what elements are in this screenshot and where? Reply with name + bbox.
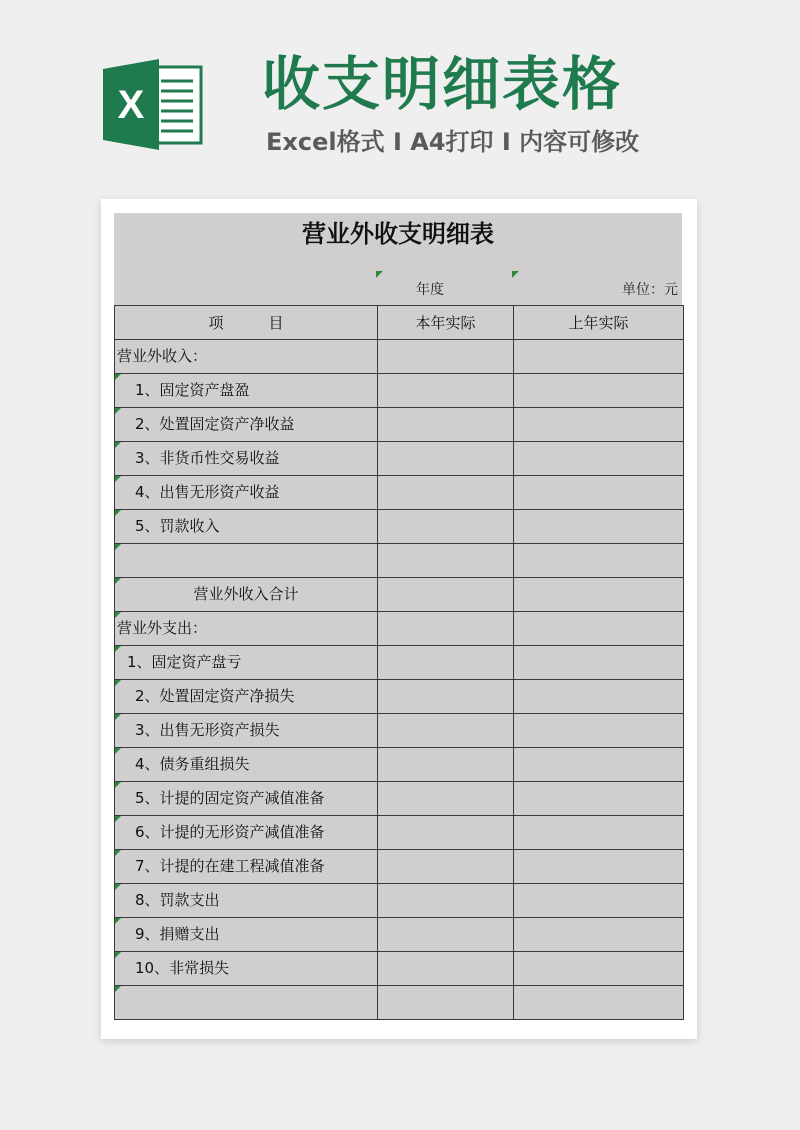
prior-year-cell[interactable] [514,374,684,408]
item-label: 3、非货币性交易收益 [135,449,280,467]
comment-marker-icon [115,646,121,652]
current-year-cell[interactable] [378,680,514,714]
item-label: 5、计提的固定资产减值准备 [135,789,325,807]
current-year-cell[interactable] [378,646,514,680]
item-cell[interactable] [115,578,378,612]
item-label: 2、处置固定资产净损失 [135,687,295,705]
prior-year-cell[interactable] [514,408,684,442]
current-year-cell[interactable] [378,816,514,850]
item-label: 3、出售无形资产损失 [135,721,280,739]
table-row [115,408,684,442]
header-current-year[interactable]: 本年实际 [378,306,514,340]
table-row [115,714,684,748]
document-page [101,199,697,1039]
current-year-cell[interactable] [378,408,514,442]
current-year-cell[interactable] [378,374,514,408]
item-label: 1、固定资产盘亏 [127,653,242,671]
item-label: 9、捐赠支出 [135,925,220,943]
prior-year-cell[interactable] [514,544,684,578]
prior-year-cell[interactable] [514,578,684,612]
prior-year-cell[interactable] [514,680,684,714]
item-label: 营业外收入： [117,347,208,365]
prior-year-cell[interactable] [514,884,684,918]
item-cell[interactable] [115,850,378,884]
item-label: 2、处置固定资产净收益 [135,415,295,433]
item-label: 5、罚款收入 [135,517,220,535]
item-cell[interactable] [115,952,378,986]
item-cell[interactable] [115,782,378,816]
banner [0,0,800,200]
item-label: 8、罚款支出 [135,891,220,909]
table-row [115,952,684,986]
table-row [115,612,684,646]
table-row [115,782,684,816]
prior-year-cell[interactable] [514,952,684,986]
current-year-cell[interactable] [378,510,514,544]
table-row [115,340,684,374]
item-cell[interactable] [115,816,378,850]
comment-marker-icon [115,884,121,890]
prior-year-cell[interactable] [514,612,684,646]
item-cell[interactable] [115,986,378,1020]
item-label: 6、计提的无形资产减值准备 [135,823,325,841]
comment-marker-icon [115,442,121,448]
item-label: 4、债务重组损失 [135,755,250,773]
current-year-cell[interactable] [378,714,514,748]
item-cell[interactable] [115,646,378,680]
comment-marker-icon [115,918,121,924]
current-year-cell[interactable] [378,782,514,816]
table-row [115,374,684,408]
statement-table [114,305,684,1020]
item-label: 10、非常损失 [135,959,230,977]
current-year-cell[interactable] [378,952,514,986]
sheet-title[interactable]: 营业外收支明细表 [302,220,494,248]
item-cell[interactable] [115,340,378,374]
item-cell[interactable] [115,374,378,408]
current-year-cell[interactable] [378,442,514,476]
item-label: 营业外支出： [117,619,208,637]
comment-marker-icon [115,612,121,618]
table-row [115,986,684,1020]
current-year-cell[interactable] [378,884,514,918]
table-row [115,476,684,510]
item-cell[interactable] [115,918,378,952]
current-year-cell[interactable] [378,748,514,782]
item-cell[interactable] [115,476,378,510]
table-row [115,680,684,714]
item-cell[interactable] [115,680,378,714]
comment-marker-icon [115,952,121,958]
item-cell[interactable] [115,544,378,578]
table-row [115,646,684,680]
prior-year-cell[interactable] [514,510,684,544]
unit-label[interactable]: 单位：元 [622,282,678,298]
table-row [115,578,684,612]
comment-marker-icon [115,782,121,788]
current-year-cell[interactable] [378,340,514,374]
table-row [115,544,684,578]
comment-marker-icon [115,850,121,856]
comment-marker-icon [115,680,121,686]
comment-marker-icon [115,748,121,754]
comment-marker-icon [115,544,121,550]
sheet-header [114,213,682,305]
excel-logo-icon [103,57,203,152]
item-cell[interactable] [115,612,378,646]
comment-marker-icon [115,374,121,380]
comment-marker-icon [115,578,121,584]
comment-marker-icon [376,271,383,278]
item-label: 7、计提的在建工程减值准备 [135,857,325,875]
item-cell[interactable] [115,510,378,544]
item-cell[interactable] [115,714,378,748]
prior-year-cell[interactable] [514,476,684,510]
comment-marker-icon [115,510,121,516]
table-row [115,918,684,952]
table-row [115,510,684,544]
table-row [115,816,684,850]
prior-year-cell[interactable] [514,816,684,850]
current-year-cell[interactable] [378,544,514,578]
prior-year-cell[interactable] [514,748,684,782]
prior-year-cell[interactable] [514,782,684,816]
current-year-cell[interactable] [378,612,514,646]
item-label: 4、出售无形资产收益 [135,483,280,501]
item-cell[interactable] [115,884,378,918]
prior-year-cell[interactable] [514,442,684,476]
current-year-cell[interactable] [378,986,514,1020]
table-row [115,850,684,884]
item-cell[interactable] [115,442,378,476]
item-cell[interactable] [115,748,378,782]
prior-year-cell[interactable] [514,714,684,748]
current-year-cell[interactable] [378,476,514,510]
table-header-row [115,306,684,340]
item-cell[interactable] [115,408,378,442]
prior-year-cell[interactable] [514,986,684,1020]
year-label[interactable]: 年度 [416,282,444,298]
item-label: 1、固定资产盘盈 [135,381,250,399]
table-row [115,748,684,782]
current-year-cell[interactable] [378,578,514,612]
comment-marker-icon [115,408,121,414]
prior-year-cell[interactable] [514,918,684,952]
header-prior-year[interactable]: 上年实际 [514,306,684,340]
comment-marker-icon [512,271,519,278]
comment-marker-icon [115,714,121,720]
banner-title: 收支明细表格 [262,50,623,118]
current-year-cell[interactable] [378,850,514,884]
header-item[interactable]: 项 目 [115,306,378,340]
banner-subtitle: Excel格式 I A4打印 I 内容可修改 [266,128,640,156]
comment-marker-icon [115,986,121,992]
item-label: 营业外收入合计 [193,585,299,603]
comment-marker-icon [115,476,121,482]
table-row [115,442,684,476]
prior-year-cell[interactable] [514,340,684,374]
logo-letter: X [117,83,145,127]
prior-year-cell[interactable] [514,850,684,884]
prior-year-cell[interactable] [514,646,684,680]
table-row [115,884,684,918]
current-year-cell[interactable] [378,918,514,952]
comment-marker-icon [115,816,121,822]
